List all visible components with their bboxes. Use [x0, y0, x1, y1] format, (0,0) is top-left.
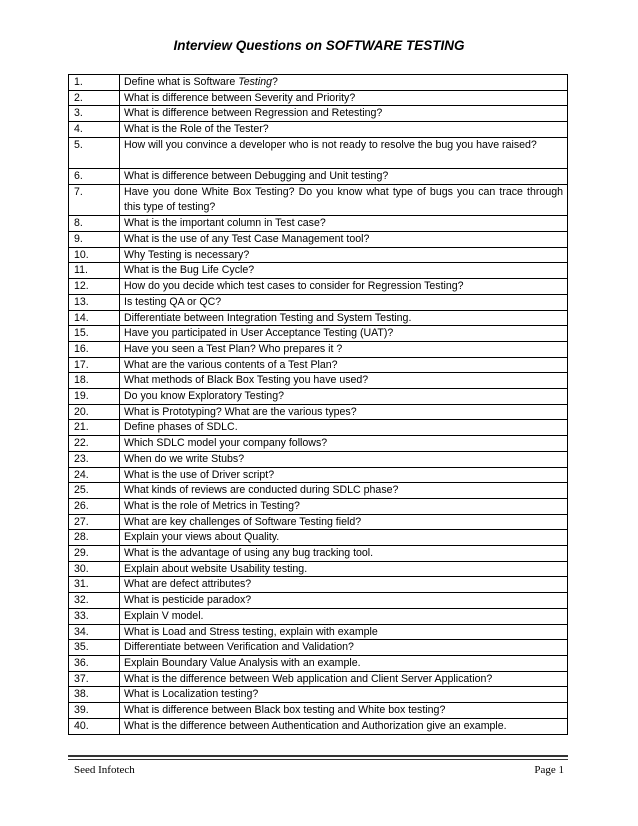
table-row	[69, 671, 568, 687]
question-text-lead: Define what is Software	[124, 76, 239, 88]
table-row	[69, 341, 568, 357]
question-number: 38.	[69, 687, 120, 703]
question-text: What is pesticide paradox?	[120, 593, 568, 609]
question-text: What is the difference between Authentication and Authorization give an example.	[120, 718, 568, 734]
question-text: Differentiate between Integration Testing and System Testing.	[120, 310, 568, 326]
question-number: 1.	[69, 75, 120, 91]
question-number: 17.	[69, 357, 120, 373]
question-text: What is the important column in Test case?	[120, 216, 568, 232]
question-text: Differentiate between Verification and Validation?	[120, 640, 568, 656]
question-number: 30.	[69, 561, 120, 577]
table-row	[69, 137, 568, 168]
question-text-emphasis: Testing	[238, 76, 273, 88]
question-number: 16.	[69, 341, 120, 357]
question-number: 3.	[69, 106, 120, 122]
table-row	[69, 326, 568, 342]
question-number: 27.	[69, 514, 120, 530]
question-number: 32.	[69, 593, 120, 609]
question-number: 24.	[69, 467, 120, 483]
question-text: Explain about website Usability testing.	[120, 561, 568, 577]
table-row	[69, 718, 568, 734]
question-text: What is the use of Driver script?	[120, 467, 568, 483]
table-row	[69, 389, 568, 405]
table-row	[69, 546, 568, 562]
table-row	[69, 687, 568, 703]
question-text: What is difference between Black box testing and White box testing?	[120, 703, 568, 719]
table-row	[69, 436, 568, 452]
question-number: 25.	[69, 483, 120, 499]
footer-page-number: Page 1	[534, 764, 564, 776]
table-row	[69, 122, 568, 138]
question-number: 37.	[69, 671, 120, 687]
question-text: Is testing QA or QC?	[120, 294, 568, 310]
question-text: What is the difference between Web application and Client Server Application?	[120, 671, 568, 687]
question-number: 19.	[69, 389, 120, 405]
questions-table	[68, 74, 568, 735]
question-text: Explain Boundary Value Analysis with an example.	[120, 655, 568, 671]
question-text: What are the various contents of a Test Plan?	[120, 357, 568, 373]
table-row	[69, 593, 568, 609]
table-row	[69, 404, 568, 420]
question-text: What methods of Black Box Testing you have used?	[120, 373, 568, 389]
question-text: What is the Role of the Tester?	[120, 122, 568, 138]
question-text: Do you know Exploratory Testing?	[120, 389, 568, 405]
question-number: 35.	[69, 640, 120, 656]
question-text: What is Prototyping? What are the various types?	[120, 404, 568, 420]
question-number: 36.	[69, 655, 120, 671]
question-number: 28.	[69, 530, 120, 546]
question-text: How will you convince a developer who is not ready to resolve the bug you have raised?	[120, 137, 568, 168]
question-text: Define phases of SDLC.	[120, 420, 568, 436]
table-row	[69, 608, 568, 624]
question-text: Explain your views about Quality.	[120, 530, 568, 546]
question-text: What is the Bug Life Cycle?	[120, 263, 568, 279]
page-footer	[74, 764, 564, 776]
question-number: 39.	[69, 703, 120, 719]
table-row	[69, 169, 568, 185]
question-text: Have you participated in User Acceptance Testing (UAT)?	[120, 326, 568, 342]
table-row	[69, 420, 568, 436]
table-row	[69, 451, 568, 467]
question-number: 12.	[69, 279, 120, 295]
question-number: 20.	[69, 404, 120, 420]
page-title: Interview Questions on SOFTWARE TESTING	[173, 38, 465, 53]
question-text: How do you decide which test cases to consider for Regression Testing?	[120, 279, 568, 295]
question-number: 14.	[69, 310, 120, 326]
question-number: 26.	[69, 498, 120, 514]
question-text: What is difference between Debugging and Unit testing?	[120, 169, 568, 185]
footer-company: Seed Infotech	[74, 764, 135, 776]
question-text: What are defect attributes?	[120, 577, 568, 593]
question-number: 18.	[69, 373, 120, 389]
question-number: 33.	[69, 608, 120, 624]
table-row	[69, 373, 568, 389]
question-text: Have you done White Box Testing? Do you know what type of bugs you can trace through this type of testing?	[120, 184, 568, 215]
question-text: What is Localization testing?	[120, 687, 568, 703]
question-number: 21.	[69, 420, 120, 436]
question-text-suffix: ?	[272, 76, 278, 88]
table-row	[69, 514, 568, 530]
question-number: 13.	[69, 294, 120, 310]
question-number: 6.	[69, 169, 120, 185]
question-number: 29.	[69, 546, 120, 562]
question-number: 40.	[69, 718, 120, 734]
question-number: 23.	[69, 451, 120, 467]
question-number: 9.	[69, 232, 120, 248]
footer-divider-thin	[68, 759, 568, 760]
question-text: What is the use of any Test Case Management tool?	[120, 232, 568, 248]
question-number: 7.	[69, 184, 120, 215]
question-number: 34.	[69, 624, 120, 640]
question-text: What is Load and Stress testing, explain with example	[120, 624, 568, 640]
table-row	[69, 310, 568, 326]
table-row	[69, 357, 568, 373]
question-text: What is difference between Regression and Retesting?	[120, 106, 568, 122]
question-text: What kinds of reviews are conducted during SDLC phase?	[120, 483, 568, 499]
table-row	[69, 655, 568, 671]
question-number: 5.	[69, 137, 120, 168]
table-row	[69, 703, 568, 719]
question-text: Why Testing is necessary?	[120, 247, 568, 263]
table-row	[69, 90, 568, 106]
question-text: What is the role of Metrics in Testing?	[120, 498, 568, 514]
table-row	[69, 75, 568, 91]
table-row	[69, 216, 568, 232]
question-number: 8.	[69, 216, 120, 232]
question-text: Explain V model.	[120, 608, 568, 624]
question-number: 15.	[69, 326, 120, 342]
table-row	[69, 294, 568, 310]
table-row	[69, 184, 568, 215]
table-row	[69, 279, 568, 295]
question-number: 11.	[69, 263, 120, 279]
table-row	[69, 467, 568, 483]
question-number: 31.	[69, 577, 120, 593]
question-number: 10.	[69, 247, 120, 263]
table-row	[69, 106, 568, 122]
question-number: 4.	[69, 122, 120, 138]
question-text: Have you seen a Test Plan? Who prepares it ?	[120, 341, 568, 357]
question-number: 22.	[69, 436, 120, 452]
table-row	[69, 577, 568, 593]
question-text: Which SDLC model your company follows?	[120, 436, 568, 452]
question-number: 2.	[69, 90, 120, 106]
table-row	[69, 561, 568, 577]
question-text: What is difference between Severity and Priority?	[120, 90, 568, 106]
footer-divider-thick	[68, 755, 568, 757]
table-row	[69, 624, 568, 640]
question-text: When do we write Stubs?	[120, 451, 568, 467]
table-row	[69, 483, 568, 499]
question-text: What are key challenges of Software Testing field?	[120, 514, 568, 530]
table-row	[69, 530, 568, 546]
table-row	[69, 498, 568, 514]
table-row	[69, 263, 568, 279]
table-row	[69, 232, 568, 248]
table-row	[69, 640, 568, 656]
questions-table-body	[69, 75, 568, 735]
question-text	[120, 75, 568, 91]
question-text: What is the advantage of using any bug tracking tool.	[120, 546, 568, 562]
table-row	[69, 247, 568, 263]
